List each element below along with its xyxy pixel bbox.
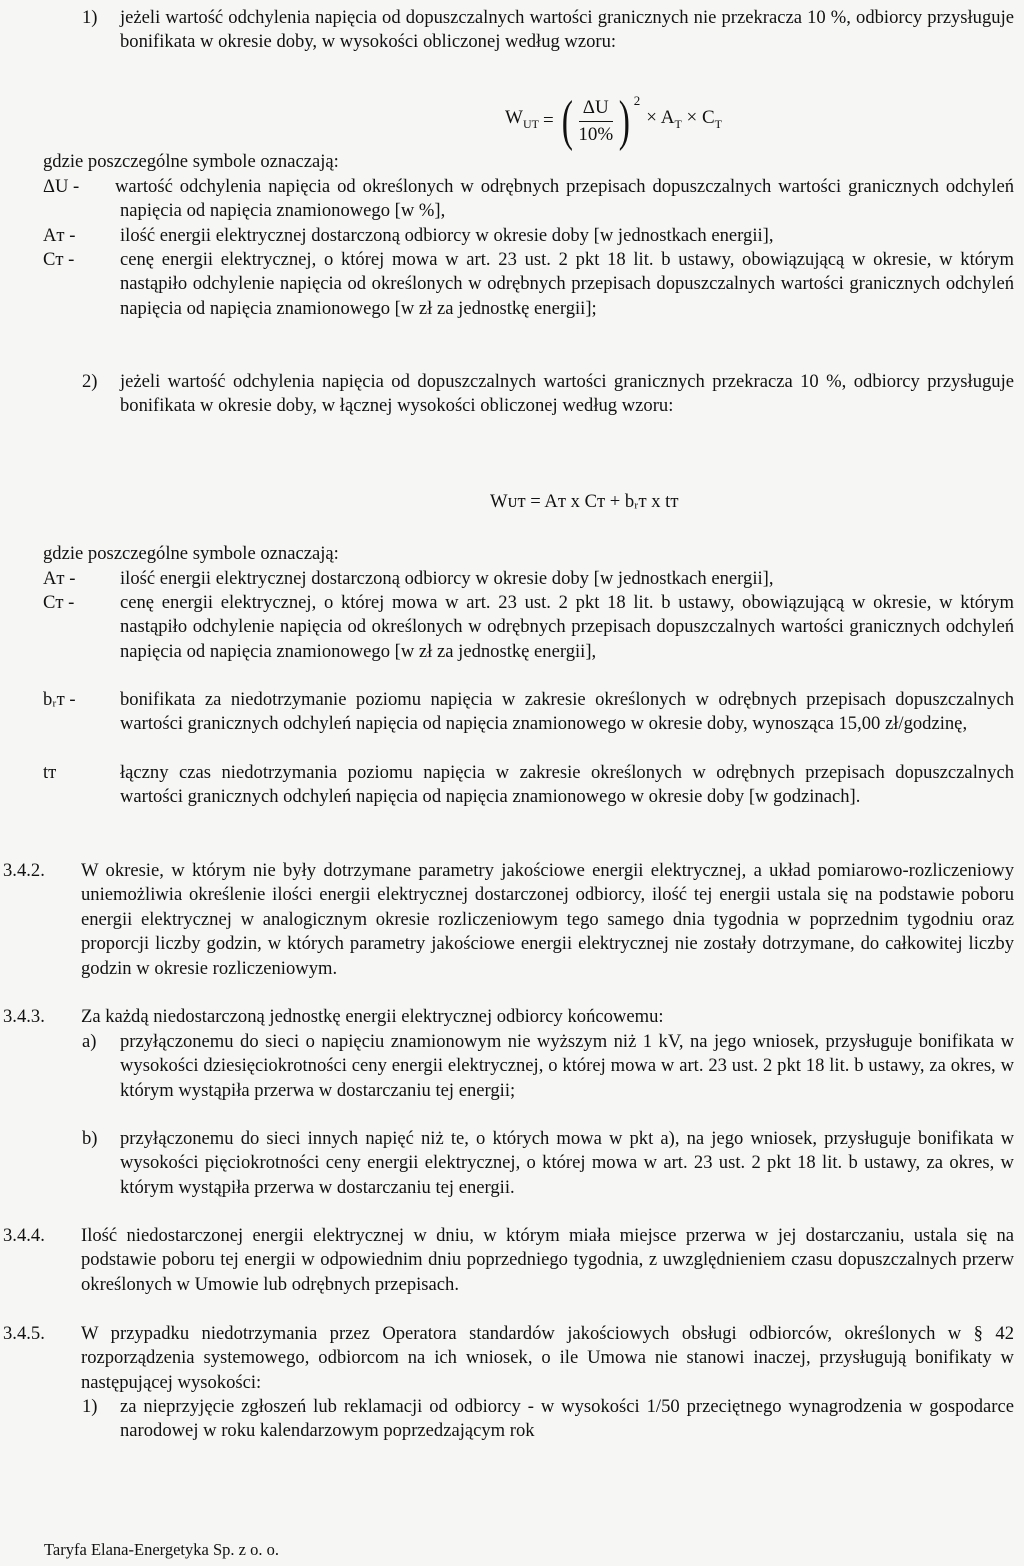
symbol: Cᴛ - xyxy=(43,249,75,270)
where-label: gdzie poszczególne symbole oznaczają: xyxy=(43,543,339,564)
formula-2: Wᴜᴛ = Aᴛ x Cᴛ + bᵣᴛ x tᴛ xyxy=(490,491,679,512)
symbol: tᴛ xyxy=(43,762,57,783)
paragraph: W okresie, w którym nie były dotrzymane parametry jakościowe energii elektrycznej, a układ pomiarowo-rozliczeniowy uniemożliwia określenie ilości energii elektrycznej dostarczonej odbiorcy, ilość tej energii ustala się na podstawie poboru energii elektrycznej w analogicznym okresie rozliczeniowym tego samego dnia tygodnia w poprzednim tygodniu oraz proporcji liczby godzin, w których parametry jakościowe energii elektrycznej nie zostały dotrzymane, do całkowitej liczby godzin w okresie rozliczeniowym. xyxy=(81,860,1014,979)
formula-1: $W_{UT}$ = ( $\frac{\Delta U}{10\%}$ ) 2 × $A_T \times C_T$ xyxy=(505,90,723,152)
paragraph: W przypadku niedotrzymania przez Operatora standardów jakościowych obsługi odbiorców, określonych w § 42 rozporządzenia systemowego, odbiorcom na ich wniosek, o ile Umowa nie stanowi inaczej, przysługują bonifikaty w następującej wysokości: xyxy=(81,1323,1014,1393)
section-number: 3.4.3. xyxy=(3,1006,45,1027)
definition: cenę energii elektrycznej, o której mowa w art. 23 ust. 2 pkt 18 lit. b ustawy, obowiązującą w okresie, w którym nastąpiło odchylenie napięcia od określonych w odrębnych przepisach dopuszczalnych wartości granicznych odchyleń napięcia od napięcia znamionowego [w zł za jednostkę energii], xyxy=(120,592,1014,662)
definition: ilość energii elektrycznej dostarczoną odbiorcy w okresie doby [w jednostkach energii], xyxy=(120,225,774,246)
paragraph: jeżeli wartość odchylenia napięcia od dopuszczalnych wartości granicznych nie przekracza 10 %, odbiorcy przysługuje bonifikata w okresie doby, w wysokości obliczonej według wzoru: xyxy=(120,7,1014,53)
footer-text: Taryfa Elana-Energetyka Sp. z o. o. xyxy=(44,1540,279,1559)
formula-exponent: 2 xyxy=(633,92,641,108)
formula-lhs: $W_{UT}$ xyxy=(505,106,539,131)
section-number: 3.4.4. xyxy=(3,1225,45,1246)
paragraph: Ilość niedostarczonej energii elektrycznej w dniu, w którym miała miejsce przerwa w jej dostarczaniu, ustala się na podstawie poboru tej energii w odpowiednim dniu poprzedniego tygodnia, z uwzględnieniem czasu dopuszczalnych przerw określonych w Umowie lub odrębnych przepisach. xyxy=(81,1225,1014,1295)
list-item: przyłączonemu do sieci innych napięć niż te, o których mowa w pkt a), na jego wniosek, przysługuje bonifikata w wysokości pięciokrotności ceny energii elektrycznej, o której mowa w art. 23 ust. 2 pkt 18 lit. b ustawy, za okres, w którym wystąpiła przerwa w dostarczaniu tej energii. xyxy=(120,1128,1014,1198)
definition: bonifikata za niedotrzymanie poziomu napięcia w zakresie określonych w odrębnych przepisach dopuszczalnych wartości granicznych odchyleń napięcia od napięcia znamionowego w okresie doby, wynosząca 15,00 zł/godzinę, xyxy=(120,689,1014,735)
formula-fraction: $\frac{\Delta U}{10\%}$ xyxy=(578,96,614,145)
item-number: 2) xyxy=(82,371,98,392)
definition: łączny czas niedotrzymania poziomu napięcia w zakresie określonych w odrębnych przepisach dopuszczalnych wartości granicznych odchyleń napięcia od napięcia znamionowego w okresie doby [w godzinach]. xyxy=(120,762,1014,808)
symbol: ΔU - xyxy=(43,176,80,197)
formula-eq: = xyxy=(542,109,554,131)
definition: wartość odchylenia napięcia od określonych w odrębnych przepisach dopuszczalnych wartości granicznych odchyleń napięcia od napięcia znamionowego [w %], xyxy=(115,176,1014,222)
symbol: bᵣᴛ - xyxy=(43,689,76,710)
section-number: 3.4.5. xyxy=(3,1323,45,1344)
symbol: Aᴛ - xyxy=(43,225,76,246)
item-letter: b) xyxy=(82,1128,98,1149)
definition: ilość energii elektrycznej dostarczoną odbiorcy w okresie doby [w jednostkach energii], xyxy=(120,568,774,589)
paragraph: jeżeli wartość odchylenia napięcia od dopuszczalnych wartości granicznych przekracza 10 %, odbiorcy przysługuje bonifikata w okresie doby, w łącznej wysokości obliczonej według wzoru: xyxy=(120,371,1014,417)
paragraph: Za każdą niedostarczoną jednostkę energii elektrycznej odbiorcy końcowemu: xyxy=(81,1006,664,1027)
symbol: Aᴛ - xyxy=(43,568,76,589)
formula-rest: × $A_T \times C_T$ xyxy=(646,106,723,131)
where-label: gdzie poszczególne symbole oznaczają: xyxy=(43,151,339,172)
item-number: 1) xyxy=(82,7,98,28)
definition: cenę energii elektrycznej, o której mowa w art. 23 ust. 2 pkt 18 lit. b ustawy, obowiązującą w okresie, w którym nastąpiło odchylenie napięcia od określonych w odrębnych przepisach dopuszczalnych wartości granicznych odchyleń napięcia od napięcia znamionowego [w zł za jednostkę energii]; xyxy=(120,249,1014,319)
list-item: za nieprzyjęcie zgłoszeń lub reklamacji od odbiorcy - w wysokości 1/50 przeciętnego wynagrodzenia w gospodarce narodowej w roku kalendarzowym poprzedzającym rok xyxy=(120,1396,1014,1442)
item-number: 1) xyxy=(82,1396,98,1417)
symbol: Cᴛ - xyxy=(43,592,75,613)
list-item: przyłączonemu do sieci o napięciu znamionowym nie wyższym niż 1 kV, na jego wniosek, przysługuje bonifikata w wysokości dziesięciokrotności ceny energii elektrycznej, o której mowa w art. 23 ust. 2 pkt 18 lit. b ustawy, za okres, w którym wystąpiła przerwa w dostarczaniu tej energii; xyxy=(120,1031,1014,1101)
section-number: 3.4.2. xyxy=(3,860,45,881)
item-letter: a) xyxy=(82,1031,97,1052)
